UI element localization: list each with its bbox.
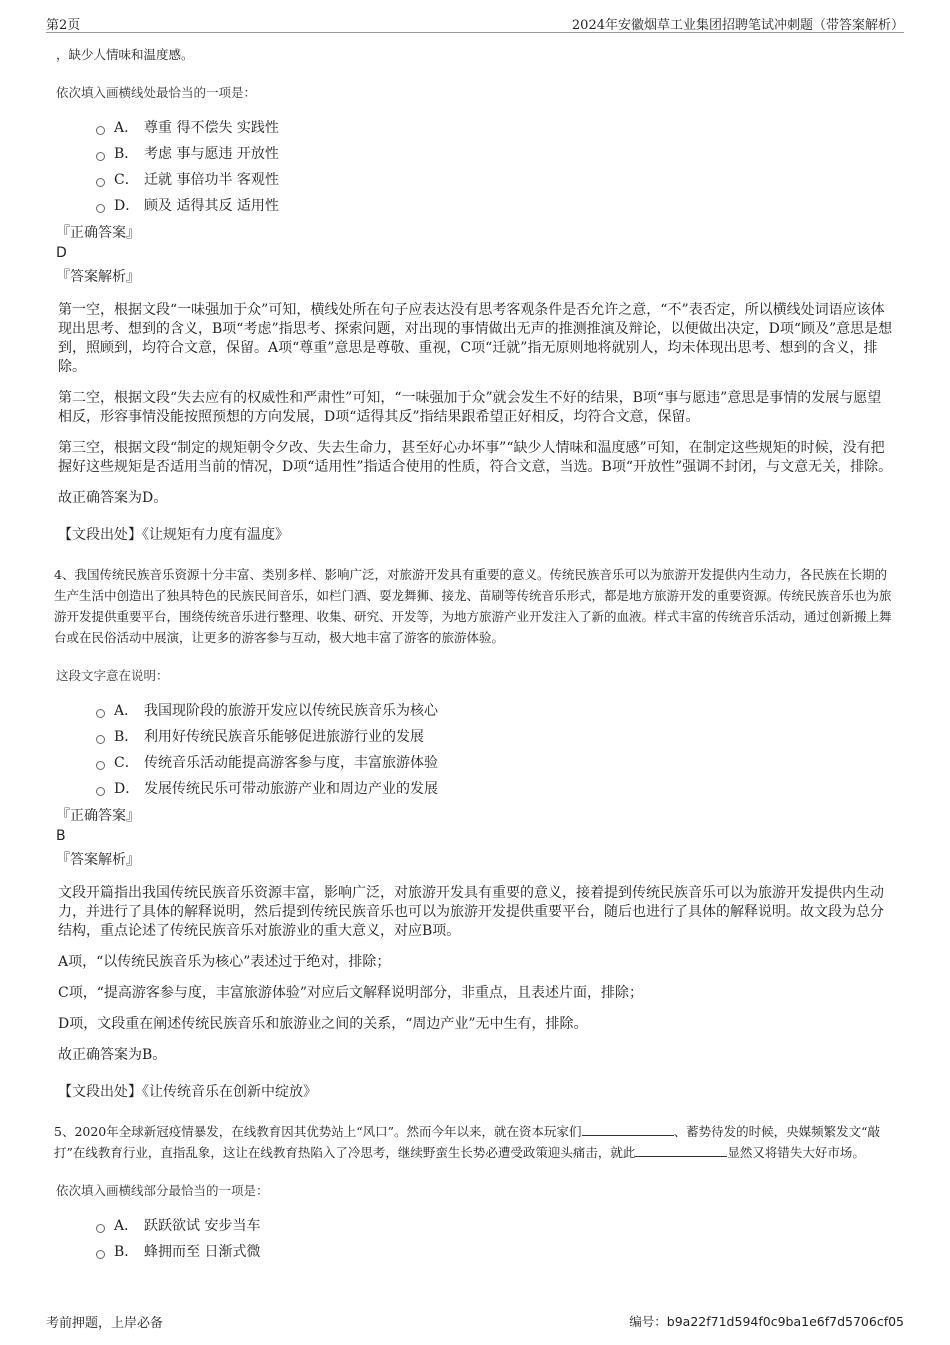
radio-icon[interactable] (96, 126, 105, 135)
q4-option-b[interactable]: B． 利用好传统民族音乐能够促进旅游行业的发展 (96, 724, 894, 750)
blank-line (582, 1123, 674, 1136)
q5-options (96, 1213, 894, 1265)
q4-option-a[interactable]: A． 我国现阶段的旅游开发应以传统民族音乐为核心 (96, 698, 894, 724)
q4-conclusion: 故正确答案为B。 (58, 1047, 167, 1063)
q3-option-c[interactable]: C． 迁就 事倍功半 客观性 (96, 167, 894, 193)
q3-analysis-label: 『答案解析』 (56, 269, 140, 285)
q4-option-c[interactable]: C． 传统音乐活动能提高游客参与度，丰富旅游体验 (96, 750, 894, 776)
radio-icon[interactable] (96, 787, 105, 796)
radio-icon[interactable] (96, 709, 105, 718)
radio-icon[interactable] (96, 761, 105, 770)
radio-icon[interactable] (96, 152, 105, 161)
q4-analysis-2: A项，“以传统民族音乐为核心”表述过于绝对，排除； (58, 954, 391, 970)
q4-options (96, 698, 894, 802)
radio-icon[interactable] (96, 178, 105, 187)
q4-analysis-label: 『答案解析』 (56, 852, 140, 868)
q4-source: 【文段出处】《让传统音乐在创新中绽放》 (58, 1084, 317, 1100)
q5-text: 5、2020年全球新冠疫情暴发，在线教育因其优势站上“风口”。然而今年以来，就在资本玩家们 、蓄势待发的时候，央媒频繁发文“敲打”在线教育行业，直指乱象，这让在线教育热陷入了冷思考，继续野蛮生长势必遭受政策迎头痛击，就此 显然又将错失大好市场。 (54, 1124, 880, 1160)
page-content (56, 44, 894, 1265)
q3-analysis-3: 第三空，根据文段“制定的规矩朝令夕改、失去生命力，甚至好心办坏事”“缺少人情味和温度感”可知，在制定这些规矩的时候，没有把握好这些规矩是否适用当前的情况，D项“适用性”指适合使用的性质，符合文意，当选。B项“开放性”强调不封闭，与文意无关，排除。 (58, 440, 893, 475)
radio-icon[interactable] (96, 1250, 105, 1259)
q3-source: 【文段出处】《让规矩有力度有温度》 (58, 527, 289, 543)
q4-answer: B (56, 828, 66, 844)
radio-icon[interactable] (96, 735, 105, 744)
q5-option-a[interactable]: A． 跃跃欲试 安步当车 (96, 1213, 894, 1239)
q3-option-d[interactable]: D． 顾及 适得其反 适用性 (96, 193, 894, 219)
q4-answer-label: 『正确答案』 (56, 808, 140, 824)
q4-text: 4、我国传统民族音乐资源十分丰富、类别多样、影响广泛，对旅游开发具有重要的意义。传统民族音乐可以为旅游开发提供内生动力，各民族在长期的生产生活中创造出了独具特色的民族民间音乐，如栏门酒、耍龙舞狮、接龙、苗刷等传统音乐形式，都是地方旅游开发的重要资源。传统民族音乐也为旅游开发提供重要平台，围绕传统音乐进行整理、收集、研究、开发等，为地方旅游产业开发注入了新的血液。样式丰富的传统音乐活动，通过创新搬上舞台或在民俗活动中展演，让更多的游客参与互动，极大地丰富了游客的旅游体验。 (54, 567, 892, 645)
q3-options (96, 115, 894, 219)
radio-icon[interactable] (96, 1224, 105, 1233)
q3-answer-label: 『正确答案』 (56, 225, 140, 241)
blank-line (635, 1144, 727, 1157)
q4-analysis-1: 文段开篇指出我国传统民族音乐资源丰富，影响广泛，对旅游开发具有重要的意义，接着提到传统民族音乐可以为旅游开发提供内生动力，并进行了具体的解释说明，然后提到传统民族音乐也可以为旅游开发提供重要平台，随后也进行了具体的解释说明。故文段为总分结构，重点论述了传统民族音乐对旅游业的重大意义，对应B项。 (58, 885, 884, 939)
q4-option-d[interactable]: D． 发展传统民乐可带动旅游产业和周边产业的发展 (96, 776, 894, 802)
q4-analysis-3: C项，“提高游客参与度，丰富旅游体验”对应后文解释说明部分，非重点，且表述片面，排除； (58, 985, 644, 1001)
document-id: 编号：b9a22f71d594f0c9ba1e6f7d5706cf05 (629, 1314, 904, 1329)
q3-answer: D (56, 245, 67, 261)
q3-prompt: 依次填入画横线处最恰当的一项是： (56, 85, 257, 100)
page-header (46, 14, 904, 33)
q3-conclusion: 故正确答案为D。 (58, 490, 168, 506)
q3-analysis-2: 第二空，根据文段“失去应有的权威性和严肃性”可知，“一味强加于众”就会发生不好的结果，B项“事与愿违”意思是事情的发展与愿望相反，形容事情没能按照预想的方向发展，D项“适得其反”指结果跟希望正好相反，均符合文意，保留。 (58, 390, 882, 425)
q3-tail: ，缺少人情味和温度感。 (56, 47, 194, 62)
radio-icon[interactable] (96, 204, 105, 213)
q3-analysis-1: 第一空，根据文段“一味强加于众”可知，横线处所在句子应表达没有思考客观条件是否允许之意，“不”表否定，所以横线处词语应该体现出思考、想到的含义，B项“考虑”指思考、探索问题，对出现的事情做出无声的推测推演及辩论，以便做出决定，D项“顾及”意思是想到，照顾到，均符合文意，保留。A项“尊重”意思是尊敬、重视，C项“迁就”指无原则地将就别人，均未体现出思考、想到的含义，排除。 (58, 302, 893, 375)
q4-prompt: 这段文字意在说明： (56, 668, 169, 683)
footer-slogan: 考前押题，上岸必备 (46, 1316, 164, 1331)
q3-option-a[interactable]: A． 尊重 得不偿失 实践性 (96, 115, 894, 141)
q4-analysis-4: D项，文段重在阐述传统民族音乐和旅游业之间的关系，“周边产业”无中生有，排除。 (58, 1016, 588, 1032)
q3-option-b[interactable]: B． 考虑 事与愿违 开放性 (96, 141, 894, 167)
q5-prompt: 依次填入画横线部分最恰当的一项是： (56, 1183, 269, 1198)
page-number: 第2页 (46, 18, 81, 33)
document-title: 2024年安徽烟草工业集团招聘笔试冲刺题（带答案解析） (571, 18, 904, 33)
q5-option-b[interactable]: B． 蜂拥而至 日渐式微 (96, 1239, 894, 1265)
